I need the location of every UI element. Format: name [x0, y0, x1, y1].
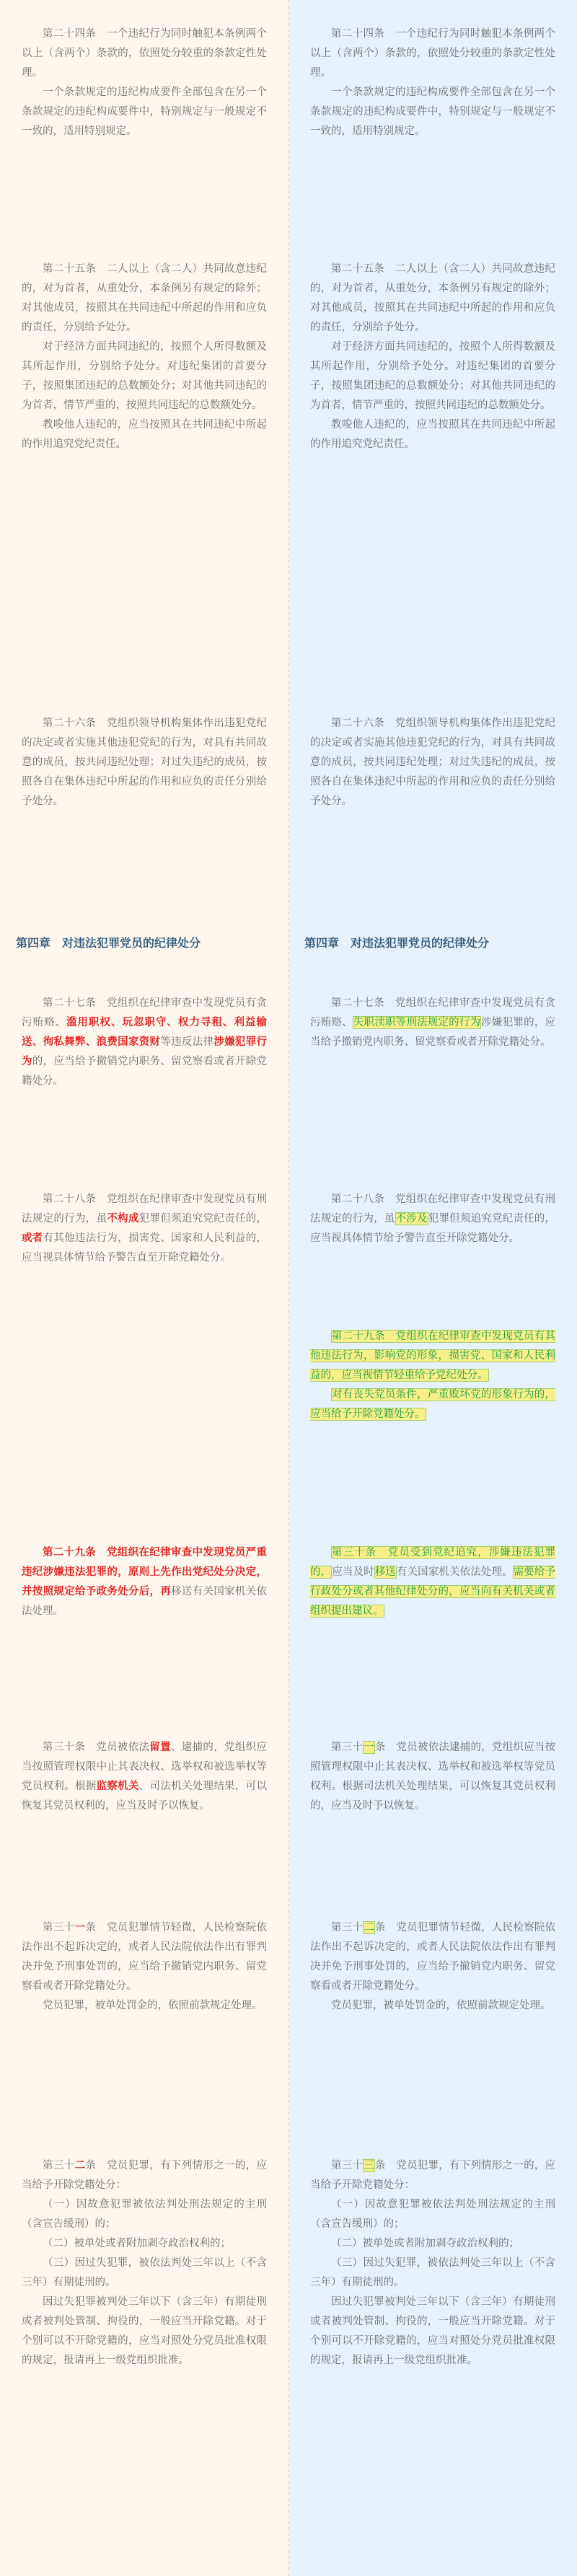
left-article-32 [22, 2156, 267, 2370]
added-text-red: 留置 [149, 1742, 171, 1753]
highlighted-number: 一 [364, 1742, 374, 1753]
left-article-31 [22, 1918, 267, 2016]
list-item: （一）因故意犯罪被依法判处刑法规定的主刑（含宣告缓刑）的； [310, 2199, 555, 2230]
text: 条 党员犯罪，有下列情形之一的，应当给予开除党籍处分： [22, 2160, 268, 2191]
text: 第三十 [331, 2160, 364, 2171]
paragraph: 第二十四条 一个违纪行为同时触犯本条例两个以上（含两个）条款的，依照处分较重的条款定性处理。 [310, 28, 555, 79]
right-article-30 [310, 1543, 555, 1621]
paragraph: 一个条款规定的违纪构成要件全部包含在另一个条款规定的违纪构成要件中，特别规定与一般规定不一致的，适用特别规定。 [310, 87, 555, 137]
left-article-25 [22, 260, 267, 454]
added-text-red: 第二十九条 党组织在纪律审查中发现党员严重违纪涉嫌违法犯罪的，原则上先作出党纪处分决定，并按照规定给予政务处分后，再 [22, 1547, 267, 1597]
text: 第二十八条 党组织在纪律审查中发现党员有刑法规定的行为，虽 [22, 1194, 267, 1225]
highlighted-number: 三 [364, 2160, 374, 2171]
text: 第二十八条 党组织在纪律审查中发现党员有刑法规定的行为，虽 [310, 1194, 555, 1225]
paragraph: 对于经济方面共同违纪的，按照个人所得数额及其所起作用，分别给予处分。对违纪集团的首要分子，按照集团违纪的总数额处分；对其他共同违纪的为首者，情节严重的，按照共同违纪的总数额处分。 [22, 341, 267, 411]
text: 条 党员被依法逮捕的，党组织应当按照管理权限中止其表决权、选举权和被选举权等党员权利。根据司法机关处理结果，可以恢复其党员权利的，应当及时予以恢复。 [310, 1742, 556, 1812]
paragraph: 第二十六条 党组织领导机构集体作出违犯党纪的决定或者实施其他违犯党纪的行为，对具有共同故意的成员，按共同违纪处理；对过失违纪的成员，按照各自在集体违纪中所起的作用和应负的责任分别给予处分。 [310, 718, 555, 807]
added-text-red: 不构成 [107, 1213, 139, 1225]
text: 条 党员犯罪情节轻微，人民检察院依法作出不起诉决定的，或者人民法院依法作出有罪判决并免予刑事处罚的，应当给予撤销党内职务、留党察看或者开除党籍处分。 [22, 1922, 268, 1992]
text: 犯罪但须追究党纪责任的， [138, 1213, 268, 1225]
paragraph: 因过失犯罪被判处三年以下（含三年）有期徒刑或者被判处管制、拘役的，一般应当开除党籍。对于个别可以不开除党籍的，应当对照处分党员批准权限的规定，报请再上一级党组织批准。 [22, 2296, 267, 2366]
paragraph: 因过失犯罪被判处三年以下（含三年）有期徒刑或者被判处管制、拘役的，一般应当开除党籍。对于个别可以不开除党籍的，应当对照处分党员批准权限的规定，报请再上一级党组织批准。 [310, 2296, 555, 2366]
column-divider [288, 0, 289, 2576]
text: 第三十条 党员被依法 [43, 1742, 150, 1753]
list-item: （二）被单处或者附加剥夺政治权利的； [331, 2238, 519, 2249]
list-item: （二）被单处或者附加剥夺政治权利的； [43, 2238, 231, 2249]
paragraph: 教唆他人违纪的，应当按照其在共同违纪中所起的作用追究党纪责任。 [310, 419, 555, 450]
paragraph: 党员犯罪，被单处罚金的，依照前款规定处理。 [43, 2000, 263, 2011]
text: 涉嫌犯罪的，应当给予撤销党内职务、留党察看或者开除党籍处分。 [310, 1017, 556, 1048]
left-article-27 [22, 994, 267, 1091]
paragraph: 第二十四条 一个违纪行为同时触犯本条例两个以上（含两个）条款的，依照处分较重的条款定性处理。 [22, 28, 267, 79]
added-text-red: 或者 [22, 1232, 43, 1244]
list-item: （三）因过失犯罪，被依法判处三年以上（不含三年）有期徒刑的。 [310, 2257, 555, 2288]
left-article-26 [22, 714, 267, 811]
left-chapter-title: 第四章 对违法犯罪党员的纪律处分 [16, 936, 201, 950]
text: 的，应当给予撤销党内职务、留党察看或者开除党籍处分。 [22, 1056, 267, 1087]
left-column-old-version [0, 0, 288, 2576]
left-article-28 [22, 1190, 267, 1268]
text: 第三十 [331, 1922, 364, 1933]
highlighted-changed-text: 第三十条 党员受到党纪追究，涉嫌违法犯罪的， [310, 1547, 555, 1578]
highlighted-number: 二 [364, 1922, 374, 1933]
text: 第二十七条 党组织在纪律审查中发现党员有贪污贿赂、 [310, 997, 555, 1028]
list-item: （一）因故意犯罪被依法判处刑法规定的主刑（含宣告缓刑）的； [22, 2199, 267, 2230]
text: 第二十七条 党组织在纪律审查中发现党员有贪污贿赂、 [22, 997, 267, 1028]
text: 第三十 [43, 1922, 75, 1933]
right-article-29 [310, 1327, 555, 1424]
added-text-red: 监察机关 [96, 1781, 139, 1792]
text: 、逮捕的，党组织应当按照管理权限中止其表决权、选举权和被选举权等党员权利。根据 [22, 1742, 268, 1792]
text: 第三十 [43, 2160, 75, 2171]
right-article-33 [310, 2156, 555, 2370]
highlighted-new-text: 第二十九条 党组织在纪律审查中发现党员有其他违法行为，影响党的形象，损害党、国家和人民利益的，应当视情节轻重给予党纪处分。 [310, 1331, 555, 1381]
added-text-red: 二 [74, 2160, 86, 2171]
paragraph: 对于经济方面共同违纪的，按照个人所得数额及其所起作用，分别给予处分。对违纪集团的首要分子，按照集团违纪的总数额处分；对其他共同违纪的为首者，情节严重的，按照共同违纪的总数额处分。 [310, 341, 555, 411]
right-article-26 [310, 714, 555, 811]
text: 有其他违法行为，损害党、国家和人民利益的，应当视具体情节给予警告直至开除党籍处分。 [22, 1232, 268, 1263]
right-article-31 [310, 1738, 555, 1816]
added-text-red: 涉嫌犯罪行为 [22, 1036, 268, 1067]
paragraph: 第二十五条 二人以上（含二人）共同故意违纪的，对为首者，从重处分，本条例另有规定的除外；对其他成员，按照其在共同违纪中所起的作用和应负的责任，分别给予处分。 [22, 263, 267, 333]
text: 有关国家机关依法处理。 [396, 1566, 513, 1578]
paragraph: 教唆他人违纪的，应当按照其在共同违纪中所起的作用追究党纪责任。 [22, 419, 267, 450]
highlighted-new-text: 需要给予行政处分或者其他纪律处分的，应当向有关机关或者组织提出建议。 [310, 1566, 556, 1617]
right-article-32 [310, 1918, 555, 2016]
left-article-30 [22, 1738, 267, 1816]
paragraph: 第二十六条 党组织领导机构集体作出违犯党纪的决定或者实施其他违犯党纪的行为，对具有共同故意的成员，按共同违纪处理；对过失违纪的成员，按照各自在集体违纪中所起的作用和应负的责任分别给予处分。 [22, 718, 267, 807]
right-article-25 [310, 260, 555, 454]
text: 条 党员犯罪情节轻微，人民检察院依法作出不起诉决定的，或者人民法院依法作出有罪判决并免予刑事处罚的，应当给予撤销党内职务、留党察看或者开除党籍处分。 [310, 1922, 556, 1992]
text: 应当及时 [332, 1566, 374, 1578]
text: 等违反法律 [160, 1036, 214, 1048]
highlighted-new-text: 对有丧失党员条件，严重败坏党的形象行为的，应当给予开除党籍处分。 [310, 1389, 555, 1420]
text: 条 党员犯罪，有下列情形之一的，应当给予开除党籍处分： [310, 2160, 556, 2191]
paragraph: 第二十五条 二人以上（含二人）共同故意违纪的，对为首者，从重处分，本条例另有规定的除外；对其他成员，按照其在共同违纪中所起的作用和应负的责任，分别给予处分。 [310, 263, 555, 333]
right-chapter-title: 第四章 对违法犯罪党员的纪律处分 [304, 936, 490, 950]
text: 、司法机关处理结果，可以恢复其党员权利的，应当及时予以恢复。 [22, 1781, 268, 1812]
paragraph: 党员犯罪，被单处罚金的，依照前款规定处理。 [331, 2000, 551, 2011]
right-article-27 [310, 994, 555, 1052]
paragraph: 一个条款规定的违纪构成要件全部包含在另一个条款规定的违纪构成要件中，特别规定与一般规定不一致的，适用特别规定。 [22, 87, 267, 137]
highlighted-changed-text: 移送 [374, 1566, 396, 1578]
added-text-red: 滥用职权、玩忽职守、权力寻租、利益输送、徇私舞弊、浪费国家资财 [22, 1017, 267, 1048]
right-article-24 [310, 25, 555, 141]
right-article-28 [310, 1190, 555, 1248]
highlighted-changed-text: 失职渎职等刑法规定的行为 [353, 1017, 481, 1028]
left-article-29 [22, 1543, 267, 1621]
left-article-24 [22, 25, 267, 141]
text: 第三十 [331, 1742, 364, 1753]
highlighted-changed-text: 不涉及 [395, 1213, 428, 1225]
added-text-red: 一 [74, 1922, 86, 1933]
text: 犯罪但须追究党纪责任的，应当视具体情节给予警告直至开除党籍处分。 [310, 1213, 556, 1244]
list-item: （三）因过失犯罪，被依法判处三年以上（不含三年）有期徒刑的。 [22, 2257, 267, 2288]
text: 移送有关国家机关依法处理。 [22, 1586, 268, 1617]
